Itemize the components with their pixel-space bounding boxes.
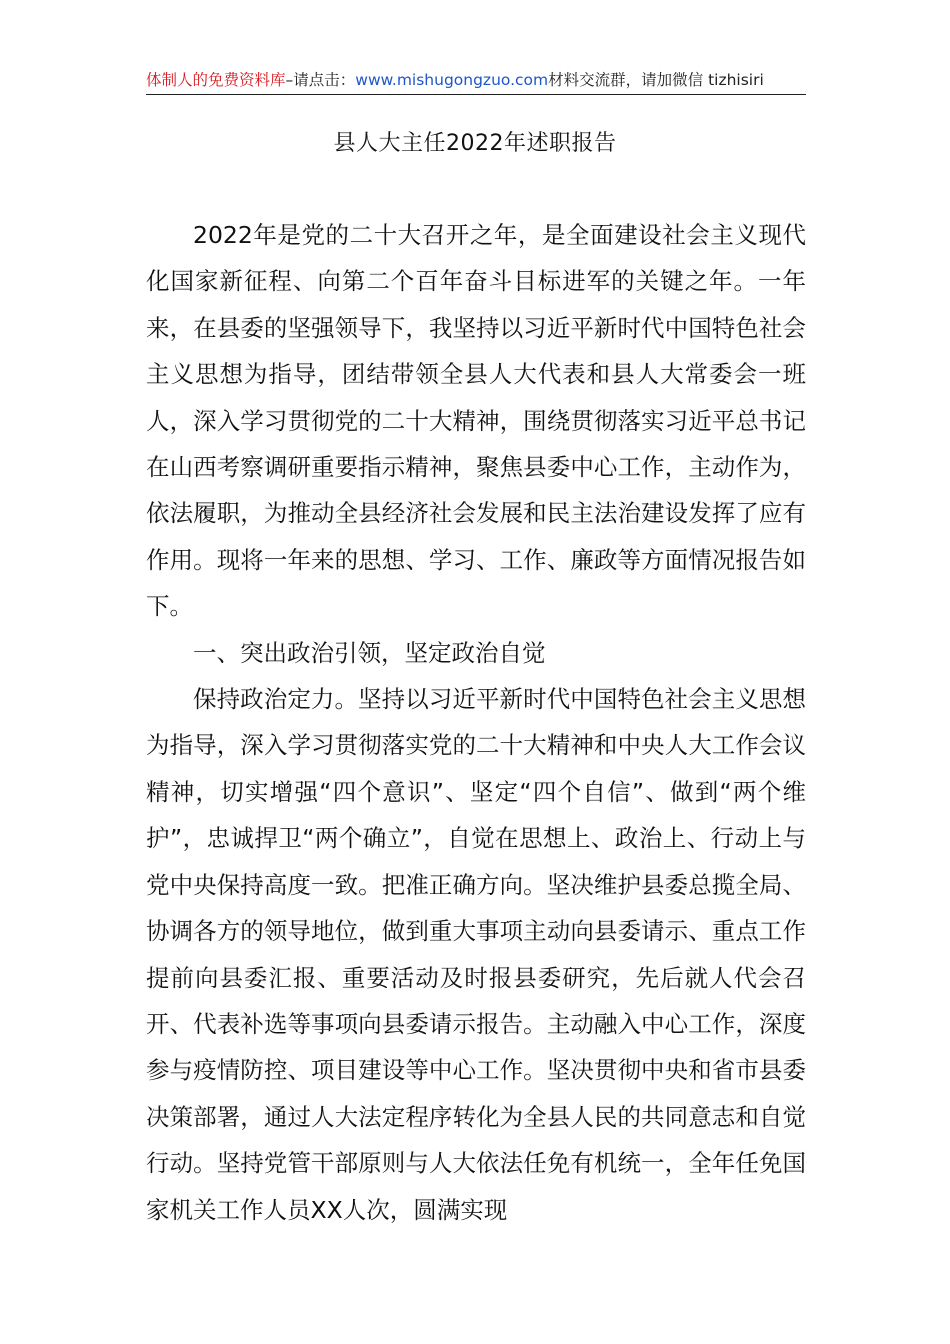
page-header xyxy=(146,68,806,95)
section-heading-1: 一、突出政治引领，坚定政治自觉 xyxy=(193,638,546,667)
header-contact-text: 材料交流群，请加微信 tizhisiri xyxy=(548,71,764,89)
document-body xyxy=(146,212,806,1233)
paragraph-intro: 2022年是党的二十大召开之年，是全面建设社会主义现代化国家新征程、向第二个百年奋斗目标进军的关键之年。一年来，在县委的坚强领导下，我坚持以习近平新时代中国特色社会主义思想为指导，团结带领全县人大代表和县人大常委会一班人，深入学习贯彻党的二十大精神，围绕贯彻落实习近平总书记在山西考察调研重要指示精神，聚焦县委中心工作，主动作为，依法履职，为推动全县经济社会发展和民主法治建设发挥了应有作用。现将一年来的思想、学习、工作、廉政等方面情况报告如下。 xyxy=(146,221,806,621)
document-title: 县人大主任2022年述职报告 xyxy=(333,131,617,156)
header-brand: 体制人的免费资料库 xyxy=(146,71,286,89)
header-url-link[interactable]: www.mishugongzuo.com xyxy=(355,71,549,89)
header-click-prefix: –请点击： xyxy=(285,71,356,89)
paragraph-political: 保持政治定力。坚持以习近平新时代中国特色社会主义思想为指导，深入学习贯彻落实党的二十大精神和中央人大工作会议精神，切实增强“四个意识”、坚定“四个自信”、做到“两个维护”，忠诚捍卫“两个确立”，自觉在思想上、政治上、行动上与党中央保持高度一致。把准正确方向。坚决维护县委总揽全局、协调各方的领导地位，做到重大事项主动向县委请示、重点工作提前向县委汇报、重要活动及时报县委研究，先后就人代会召开、代表补选等事项向县委请示报告。主动融入中心工作，深度参与疫情防控、项目建设等中心工作。坚决贯彻中央和省市县委决策部署，通过人大法定程序转化为全县人民的共同意志和自觉行动。坚持党管干部原则与人大依法任免有机统一，全年任免国家机关工作人员XX人次，圆满实现 xyxy=(146,685,806,1224)
